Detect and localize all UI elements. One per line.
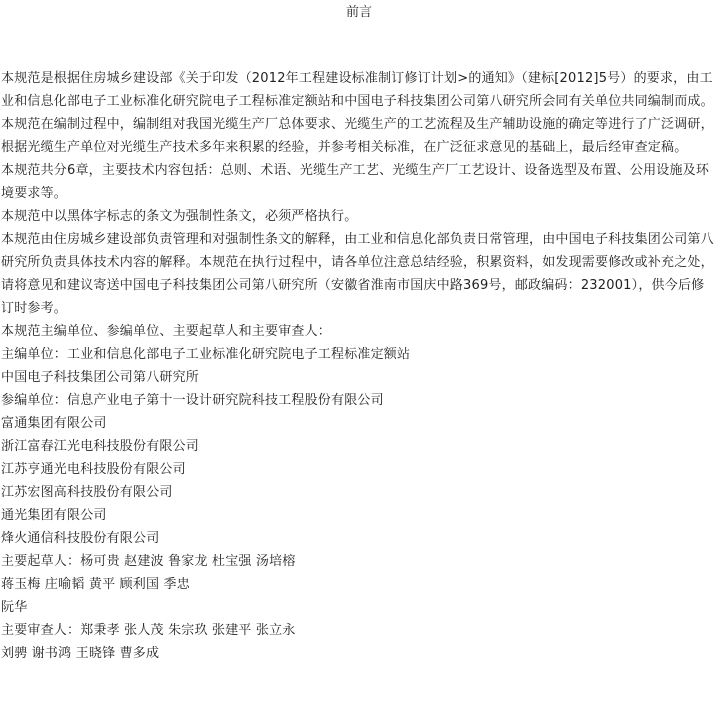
participating-unit-6: 通光集团有限公司: [1, 508, 107, 523]
chief-editor-unit: 主编单位：工业和信息化部电子工业标准化研究院电子工程标准定额站: [1, 347, 411, 362]
participating-unit: 参编单位：信息产业电子第十一设计研究院科技工程股份有限公司: [1, 393, 384, 408]
chief-editor-unit-2: 中国电子科技集团公司第八研究所: [1, 370, 200, 385]
main-drafters-2: 蒋玉梅 庄喻韬 黄平 顾利国 季忠: [1, 577, 190, 592]
participating-unit-7: 烽火通信科技股份有限公司: [1, 531, 160, 546]
participating-unit-2: 富通集团有限公司: [1, 416, 107, 431]
paragraph-management: 本规范由住房城乡建设部负责管理和对强制性条文的解释，由工业和信息化部负责日常管理，由中国电子科技集团公司第八研究所负责具体技术内容的解释。本规范在执行过程中，请各单位注意总结经验，积累资料，如发现需要修改或补充之处，请将意见和建议寄送中国电子科技集团公司第八研究所（安徽省淮南市国庆中路369号，邮政编码：232001），供今后修订时参考。: [1, 232, 714, 316]
paragraph-drafting-process: 本规范在编制过程中，编制组对我国光缆生产厂总体要求、光缆生产的工艺流程及生产辅助设施的确定等进行了广泛调研，根据光缆生产单位对光缆生产技术多年来积累的经验，并参考相关标准，在广泛征求意见的基础上，最后经审查定稿。: [1, 117, 714, 155]
paragraph-mandatory-clauses: 本规范中以黑体字标志的条文为强制性条文，必须严格执行。: [1, 209, 358, 224]
main-reviewers: 主要审查人：郑秉孝 张人茂 朱宗玖 张建平 张立永: [1, 623, 296, 638]
paragraph-basis: 本规范是根据住房城乡建设部《关于印发（2012年工程建设标准制订修订计划>的通知》（建标[2012]5号）的要求，由工业和信息化部电子工业标准化研究院电子工程标准定额站和中国电子科技集团公司第八研究所会同有关单位共同编制而成。: [1, 71, 714, 109]
participating-unit-3: 浙江富春江光电科技股份有限公司: [1, 439, 200, 454]
paragraph-units-intro: 本规范主编单位、参编单位、主要起草人和主要审查人：: [1, 324, 332, 339]
document-body: [1, 67, 715, 665]
participating-unit-5: 江苏宏图高科技股份有限公司: [1, 485, 173, 500]
main-drafters: 主要起草人：杨可贵 赵建波 鲁家龙 杜宝强 汤培榕: [1, 554, 296, 569]
participating-unit-4: 江苏亨通光电科技股份有限公司: [1, 462, 186, 477]
paragraph-chapters: 本规范共分6章，主要技术内容包括：总则、术语、光缆生产工艺、光缆生产厂工艺设计、设备选型及布置、公用设施及环境要求等。: [1, 163, 710, 201]
main-reviewers-2: 刘骋 谢书鸿 王晓锋 曹多成: [1, 646, 160, 661]
main-drafters-3: 阮华: [1, 600, 28, 615]
document-title: 前言: [345, 5, 372, 20]
